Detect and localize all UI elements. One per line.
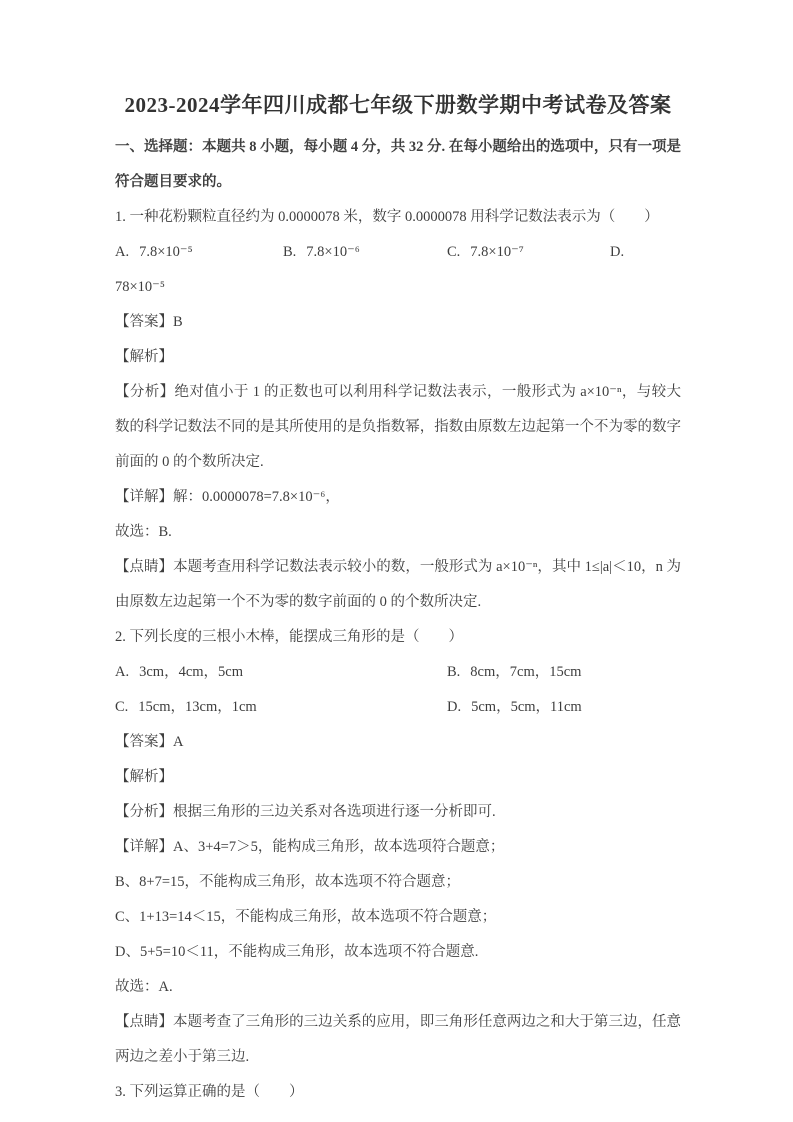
q2-guxuan: 故选：A. xyxy=(115,979,173,996)
q1-option-d-overflow: 78×10⁻⁵ xyxy=(115,279,165,296)
q2-option-a xyxy=(115,655,447,690)
q2-fenxi: 【分析】根据三角形的三边关系对各选项进行逐一分析即可. xyxy=(115,804,496,821)
q2-stem: 2. 下列长度的三根小木棒，能摆成三角形的是（ ） xyxy=(115,629,463,646)
q1-answer: 【答案】B xyxy=(115,314,183,331)
q1-guxuan: 故选：B. xyxy=(115,524,172,541)
q1-fenxi: 【分析】绝对值小于 1 的正数也可以利用科学记数法表示，一般形式为 a×10⁻ⁿ，与较大数的科学记数法不同的是其所使用的是负指数幂，指数由原数左边起第一个不为零的数字前面的 0 的个数所决定. xyxy=(115,384,681,471)
q1-option-a-label: A. xyxy=(115,244,130,261)
q2-detail-b: B、8+7=15，不能构成三角形，故本选项不符合题意； xyxy=(115,874,461,891)
q1-option-b xyxy=(283,235,447,270)
q1-option-c-value: 7.8×10⁻⁷ xyxy=(470,244,524,261)
q1-option-a xyxy=(115,235,283,270)
q2-option-a-label: A. xyxy=(115,664,130,681)
q2-option-b-value: 8cm，7cm，15cm xyxy=(470,664,582,681)
section-instructions: 一、选择题：本题共 8 小题，每小题 4 分，共 32 分. 在每小题给出的选项中，只有一项是符合题目要求的。 xyxy=(115,139,681,191)
q1-option-b-value: 7.8×10⁻⁶ xyxy=(306,244,360,261)
q2-option-b-label: B. xyxy=(447,664,461,681)
q1-xiangjie: 【详解】解：0.0000078=7.8×10⁻⁶， xyxy=(115,489,340,506)
q2-dianjing: 【点睛】本题考查了三角形的三边关系的应用，即三角形任意两边之和大于第三边，任意两边之差小于第三边. xyxy=(115,1014,681,1066)
q1-option-d-label: D. xyxy=(610,244,625,261)
document-title: 2023-2024学年四川成都七年级下册数学期中考试卷及答案 xyxy=(124,93,672,117)
q2-options-row-1 xyxy=(115,655,681,690)
q1-options-row xyxy=(115,235,681,270)
q1-option-d xyxy=(610,235,681,270)
q2-option-a-value: 3cm，4cm，5cm xyxy=(139,664,244,681)
q2-option-d-value: 5cm，5cm，11cm xyxy=(471,699,582,716)
q2-answer: 【答案】A xyxy=(115,734,184,751)
q1-jiexi-label: 【解析】 xyxy=(115,349,173,366)
q2-option-c xyxy=(115,690,447,725)
q2-option-c-value: 15cm，13cm，1cm xyxy=(138,699,257,716)
q2-option-b xyxy=(447,655,681,690)
q2-option-d-label: D. xyxy=(447,699,462,716)
q1-option-c-label: C. xyxy=(447,244,461,261)
q1-option-c xyxy=(447,235,610,270)
q3-stem: 3. 下列运算正确的是（ ） xyxy=(115,1084,304,1101)
q2-detail-c: C、1+13=14＜15，不能构成三角形，故本选项不符合题意； xyxy=(115,909,497,926)
q2-detail-d: D、5+5=10＜11，不能构成三角形，故本选项不符合题意. xyxy=(115,944,479,961)
q1-option-a-value: 7.8×10⁻⁵ xyxy=(139,244,193,261)
q2-option-c-label: C. xyxy=(115,699,129,716)
q1-stem: 1. 一种花粉颗粒直径约为 0.0000078 米，数字 0.0000078 用科学记数法表示为（ ） xyxy=(115,209,659,226)
q2-jiexi-label: 【解析】 xyxy=(115,769,173,786)
q2-option-d xyxy=(447,690,681,725)
q1-option-b-label: B. xyxy=(283,244,297,261)
q2-detail-a: 【详解】A、3+4=7＞5，能构成三角形，故本选项符合题意； xyxy=(115,839,505,856)
q1-dianjing: 【点睛】本题考查用科学记数法表示较小的数，一般形式为 a×10⁻ⁿ，其中 1≤|a|＜10，n 为由原数左边起第一个不为零的数字前面的 0 的个数所决定. xyxy=(115,559,681,611)
q2-options-row-2 xyxy=(115,690,681,725)
